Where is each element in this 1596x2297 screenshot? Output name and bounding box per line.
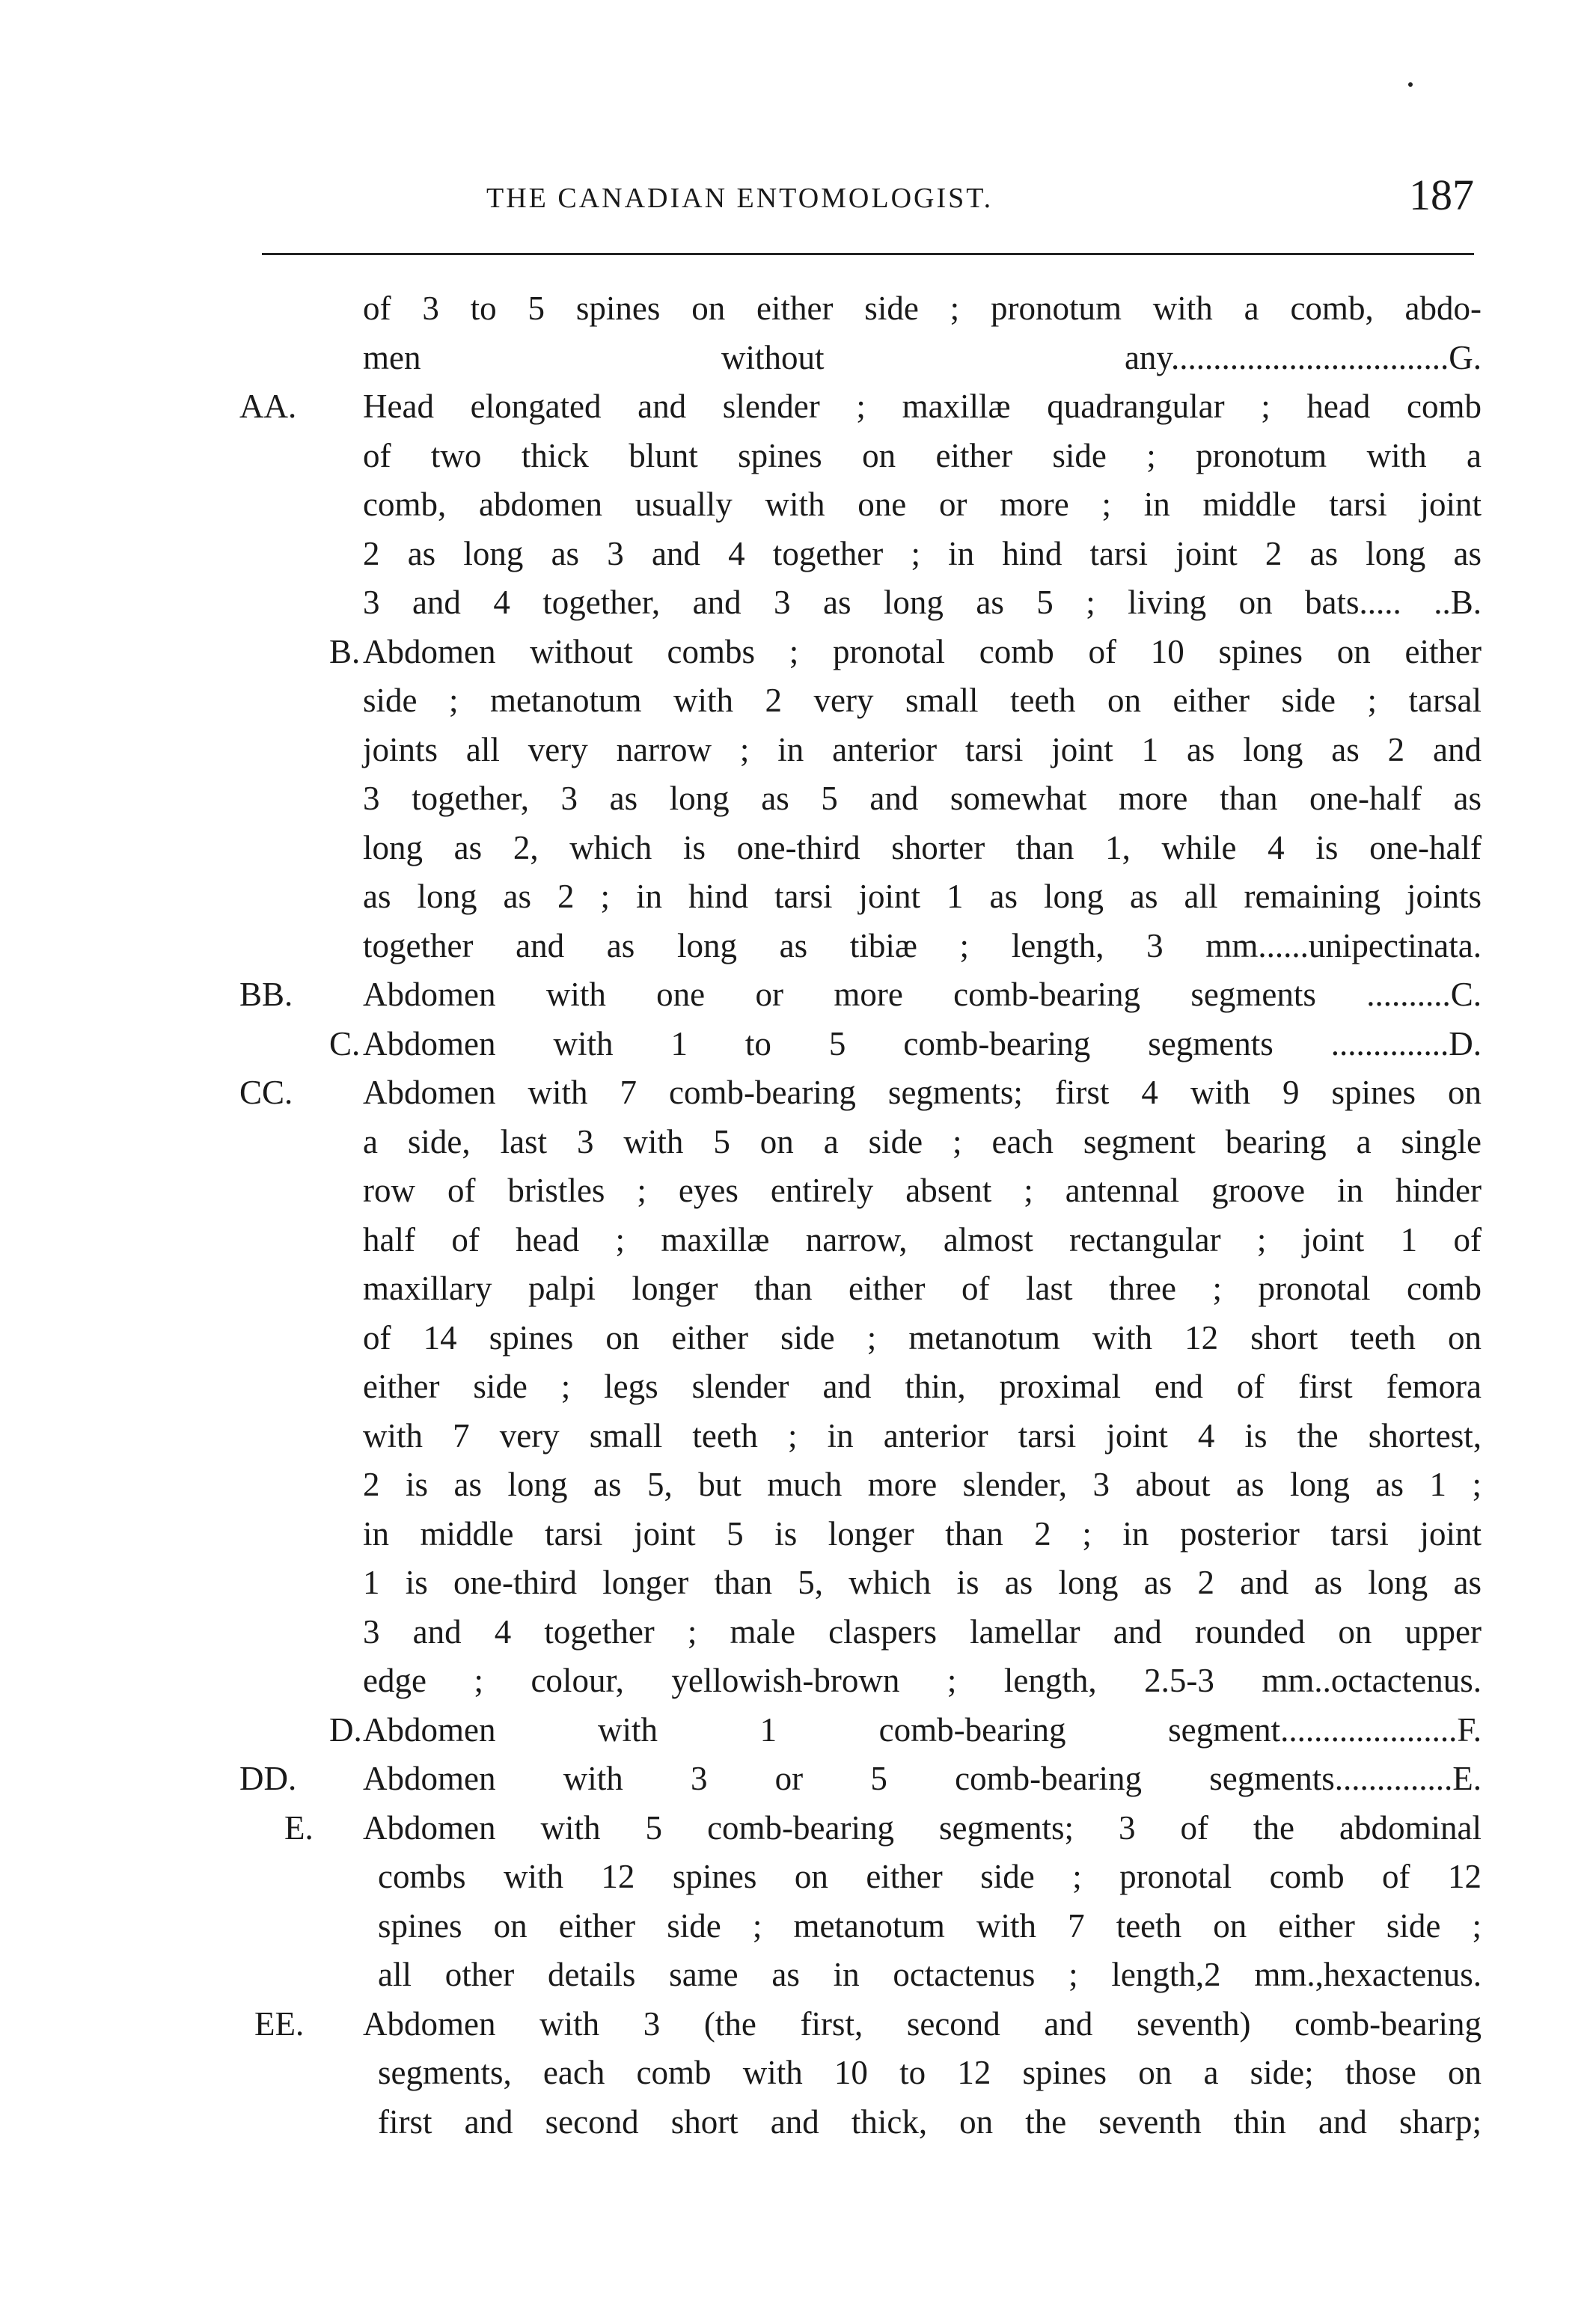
line-text: maxillary palpi longer than either of last three ; pronotal comb bbox=[363, 1270, 1482, 1307]
line-text: Abdomen with 1 comb-bearing segment.....................F. bbox=[363, 1710, 1482, 1749]
line-text: of 3 to 5 spines on either side ; pronotum with a comb, abdo- bbox=[363, 290, 1482, 327]
line-text: a side, last 3 with 5 on a side ; each segment bearing a single bbox=[363, 1122, 1482, 1160]
line-text: 2 is as long as 5, but much more slender, 3 about as long as 1 ; bbox=[363, 1466, 1482, 1503]
key-label: B. bbox=[329, 632, 361, 670]
text-line bbox=[239, 970, 1482, 1020]
text-line bbox=[239, 1461, 1482, 1510]
line-text: row of bristles ; eyes entirely absent ; antennal groove in hinder bbox=[363, 1172, 1482, 1209]
text-line bbox=[239, 824, 1482, 873]
text-line bbox=[239, 480, 1482, 530]
text-line bbox=[239, 2000, 1482, 2049]
text-line bbox=[239, 1362, 1482, 1412]
text-line bbox=[239, 1853, 1482, 1902]
line-text: Abdomen with 7 comb-bearing segments; first 4 with 9 spines on bbox=[363, 1074, 1482, 1111]
text-line bbox=[239, 1657, 1482, 1706]
key-label: BB. bbox=[239, 976, 293, 1013]
text-line bbox=[239, 1412, 1482, 1461]
text-line bbox=[239, 628, 1482, 677]
header-rule bbox=[262, 253, 1474, 255]
text-line bbox=[239, 1804, 1482, 1853]
key-text-body bbox=[239, 284, 1482, 2147]
key-label: AA. bbox=[239, 388, 297, 425]
line-text: Abdomen with one or more comb-bearing segments ..........C. bbox=[363, 976, 1482, 1013]
line-text: 2 as long as 3 and 4 together ; in hind tarsi joint 2 as long as bbox=[363, 534, 1482, 572]
key-label: C. bbox=[329, 1024, 361, 1062]
line-text: Abdomen with 5 comb-bearing segments; 3 of the abdominal bbox=[363, 1808, 1482, 1847]
line-text: first and second short and thick, on the seventh thin and sharp; bbox=[378, 2102, 1482, 2141]
page-number: 187 bbox=[1409, 171, 1474, 219]
text-line bbox=[239, 676, 1482, 726]
text-line bbox=[239, 1706, 1482, 1755]
line-text: side ; metanotum with 2 very small teeth on either side ; tarsal bbox=[363, 682, 1482, 719]
text-line bbox=[239, 872, 1482, 922]
line-text: 3 together, 3 as long as 5 and somewhat more than one-half as bbox=[363, 780, 1482, 817]
text-line bbox=[239, 726, 1482, 775]
line-text: as long as 2 ; in hind tarsi joint 1 as long as all remaining joints bbox=[363, 878, 1482, 915]
line-text: of 14 spines on either side ; metanotum with 12 short teeth on bbox=[363, 1318, 1482, 1357]
key-label: D. bbox=[329, 1710, 362, 1749]
running-title: THE CANADIAN ENTOMOLOGIST. bbox=[486, 183, 994, 214]
text-line bbox=[239, 432, 1482, 481]
line-text: segments, each comb with 10 to 12 spines on a side; those on bbox=[378, 2054, 1482, 2091]
line-text: Abdomen with 1 to 5 comb-bearing segments ..............D. bbox=[363, 1024, 1482, 1062]
text-line bbox=[239, 1951, 1482, 2000]
text-line bbox=[239, 382, 1482, 432]
line-text: spines on either side ; metanotum with 7 teeth on either side ; bbox=[378, 1906, 1482, 1945]
line-text: Head elongated and slender ; maxillæ quadrangular ; head comb bbox=[363, 388, 1482, 425]
line-text: half of head ; maxillæ narrow, almost rectangular ; joint 1 of bbox=[363, 1220, 1482, 1258]
text-line bbox=[239, 1166, 1482, 1216]
page-header bbox=[262, 171, 1474, 228]
line-text: together and as long as tibiæ ; length, 3 mm......unipectinata. bbox=[363, 926, 1482, 964]
line-text: 1 is one-third longer than 5, which is as long as 2 and as long as bbox=[363, 1564, 1482, 1601]
text-line bbox=[239, 1510, 1482, 1559]
line-text: all other details same as in octactenus ; length,2 mm.,hexactenus. bbox=[378, 1956, 1482, 1993]
line-text: comb, abdomen usually with one or more ; in middle tarsi joint bbox=[363, 486, 1482, 523]
line-text: in middle tarsi joint 5 is longer than 2 ; in posterior tarsi joint bbox=[363, 1514, 1482, 1553]
line-text: 3 and 4 together, and 3 as long as 5 ; living on bats..... ..B. bbox=[363, 584, 1482, 621]
line-text: men without any.................................G. bbox=[363, 338, 1482, 376]
text-line bbox=[239, 2049, 1482, 2098]
text-line bbox=[239, 1902, 1482, 1951]
text-line bbox=[239, 1068, 1482, 1118]
text-line bbox=[239, 578, 1482, 628]
text-line bbox=[239, 284, 1482, 334]
text-line bbox=[239, 1559, 1482, 1608]
text-line bbox=[239, 922, 1482, 971]
text-line bbox=[239, 1216, 1482, 1265]
key-label: CC. bbox=[239, 1074, 293, 1111]
line-text: either side ; legs slender and thin, proximal end of first femora bbox=[363, 1368, 1482, 1405]
text-line bbox=[239, 530, 1482, 579]
line-text: 3 and 4 together ; male claspers lamellar and rounded on upper bbox=[363, 1612, 1482, 1651]
line-text: long as 2, which is one-third shorter than 1, while 4 is one-half bbox=[363, 828, 1482, 866]
text-line bbox=[239, 1118, 1482, 1167]
text-line bbox=[239, 1755, 1482, 1804]
key-label: E. bbox=[284, 1808, 314, 1847]
text-line bbox=[239, 334, 1482, 383]
text-line bbox=[239, 1020, 1482, 1069]
text-line bbox=[239, 2098, 1482, 2147]
text-line bbox=[239, 1314, 1482, 1363]
line-text: Abdomen with 3 or 5 comb-bearing segments..............E. bbox=[363, 1760, 1482, 1797]
line-text: combs with 12 spines on either side ; pronotal comb of 12 bbox=[378, 1858, 1482, 1895]
line-text: joints all very narrow ; in anterior tarsi joint 1 as long as 2 and bbox=[363, 730, 1482, 768]
text-line bbox=[239, 1608, 1482, 1657]
line-text: edge ; colour, yellowish-brown ; length, 2.5-3 mm..octactenus. bbox=[363, 1662, 1482, 1699]
text-line bbox=[239, 1264, 1482, 1314]
line-text: Abdomen with 3 (the first, second and seventh) comb-bearing bbox=[363, 2004, 1482, 2043]
print-speck bbox=[1408, 82, 1413, 87]
text-line bbox=[239, 774, 1482, 824]
key-label: DD. bbox=[239, 1760, 297, 1797]
line-text: with 7 very small teeth ; in anterior tarsi joint 4 is the shortest, bbox=[363, 1416, 1482, 1455]
line-text: Abdomen without combs ; pronotal comb of 10 spines on either bbox=[363, 632, 1482, 670]
key-label: EE. bbox=[254, 2004, 305, 2043]
line-text: of two thick blunt spines on either side ; pronotum with a bbox=[363, 436, 1482, 474]
